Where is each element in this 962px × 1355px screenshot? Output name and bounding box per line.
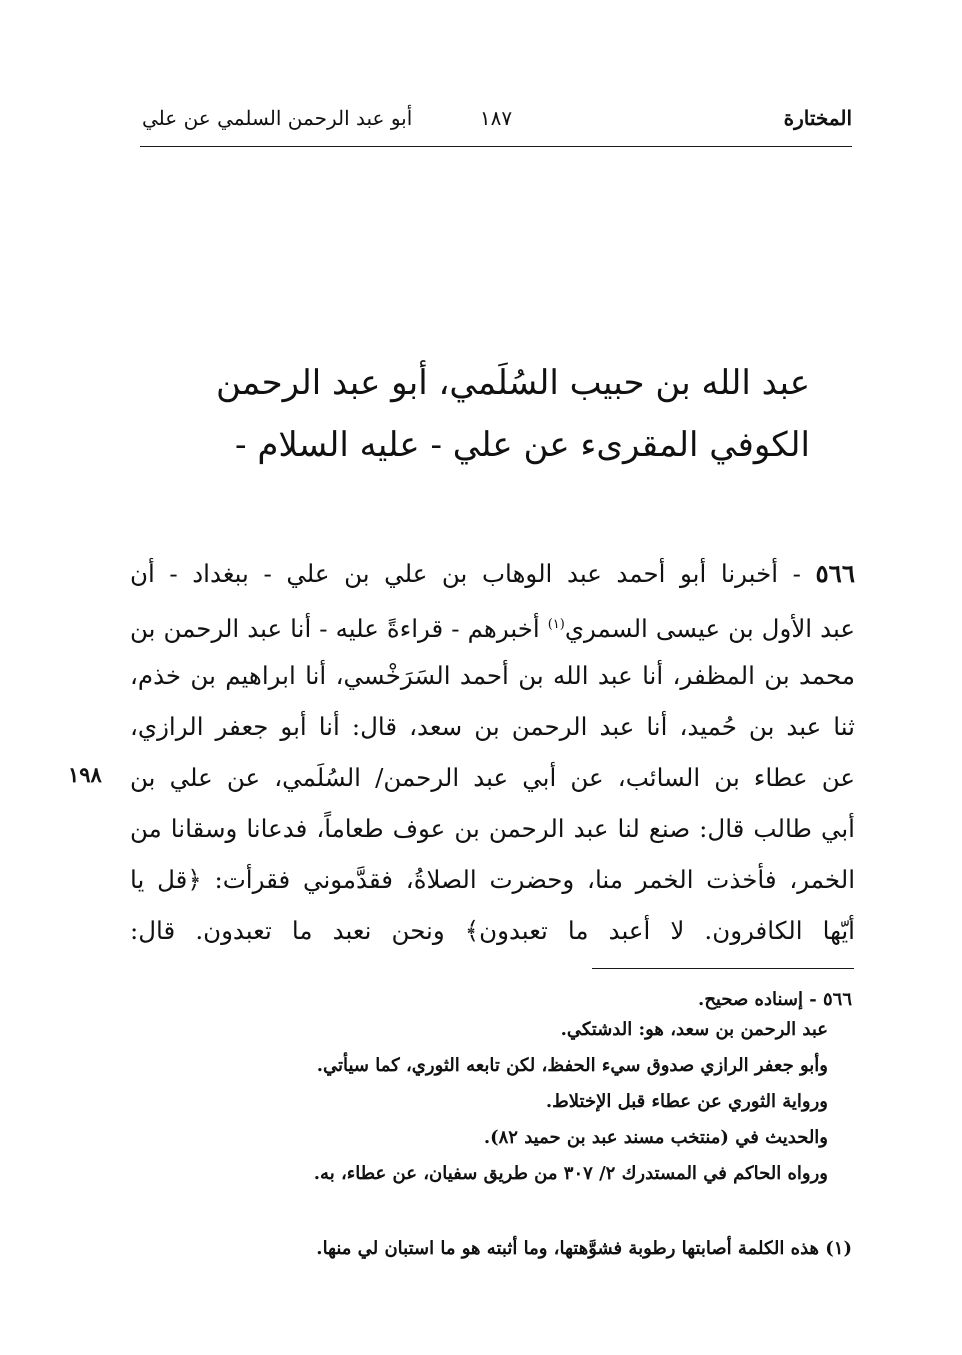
hadith-line xyxy=(130,548,855,599)
hadith-line: أبي طالب قال: صنع لنا عبد الرحمن بن عوف طعاماً، فدعانا وسقانا من xyxy=(130,814,855,843)
running-header xyxy=(140,100,852,147)
hadith-line: محمد بن المظفر، أنا عبد الله بن أحمد السَرَخْسي، أنا ابراهيم بن خذم، xyxy=(130,661,855,690)
margin-page-number: ١٩٨ xyxy=(68,762,102,787)
section-title-line-2: الكوفي المقرىء عن علي - عليه السلام - xyxy=(235,425,810,465)
footnote-separator xyxy=(592,968,854,969)
hadith-line-text: - أخبرنا أبو أحمد عبد الوهاب بن علي بن علي - ببغداد - أن xyxy=(130,559,801,588)
hadith-line: أيّها الكافرون. لا أعبد ما تعبدون﴾ ونحن نعبد ما تعبدون. قال: xyxy=(130,916,855,945)
hadith-line-text: عبد الأول بن عيسى السمري xyxy=(564,614,855,644)
hadith-number: ٥٦٦ xyxy=(815,559,855,588)
book-title: المختارة xyxy=(783,106,852,130)
note-line: ورواية الثوري عن عطاء قبل الإختلاط. xyxy=(545,1091,828,1112)
notes-heading: ٥٦٦ - إسناده صحيح. xyxy=(698,989,852,1010)
note-line: وأبو جعفر الرازي صدوق سيء الحفظ، لكن تابعه الثوري، كما سيأتي. xyxy=(316,1055,828,1076)
section-title-line-1: عبد الله بن حبيب السُلَمي، أبو عبد الرحمن xyxy=(216,363,810,403)
hadith-line: الخمر، فأخذت الخمر منا، وحضرت الصلاةُ، فقدَّموني فقرأت: ﴿قل يا xyxy=(130,865,855,894)
running-section-title: أبو عبد الرحمن السلمي عن علي xyxy=(142,106,413,130)
footnote-reference: (١) xyxy=(547,617,565,632)
hadith-notes xyxy=(192,985,852,1189)
note-line: والحديث في (منتخب مسند عبد بن حميد ٨٢). xyxy=(483,1127,828,1148)
note-line: عبد الرحمن بن سعد، هو: الدشتكي. xyxy=(560,1019,828,1040)
hadith-line-text: أخبرهم - قراءةً عليه - أنا عبد الرحمن بن xyxy=(130,614,540,644)
hadith-line: ثنا عبد بن حُميد، أنا عبد الرحمن بن سعد، قال: أنا أبو جعفر الرازي، xyxy=(130,712,855,741)
hadith-line: عن عطاء بن السائب، عن أبي عبد الرحمن/ السُلَمي، عن علي بن xyxy=(130,763,855,792)
hadith-text xyxy=(130,548,855,956)
footnote: (١) هذه الكلمة أصابتها رطوبة فشوَّهتها، وما أثبته هو ما استبان لي منها. xyxy=(316,1238,852,1259)
hadith-line xyxy=(130,599,855,650)
section-title xyxy=(150,352,810,476)
note-line: ورواه الحاكم في المستدرك ٢/ ٣٠٧ من طريق سفيان، عن عطاء، به. xyxy=(313,1163,828,1184)
page-number: ١٨٧ xyxy=(479,106,513,130)
